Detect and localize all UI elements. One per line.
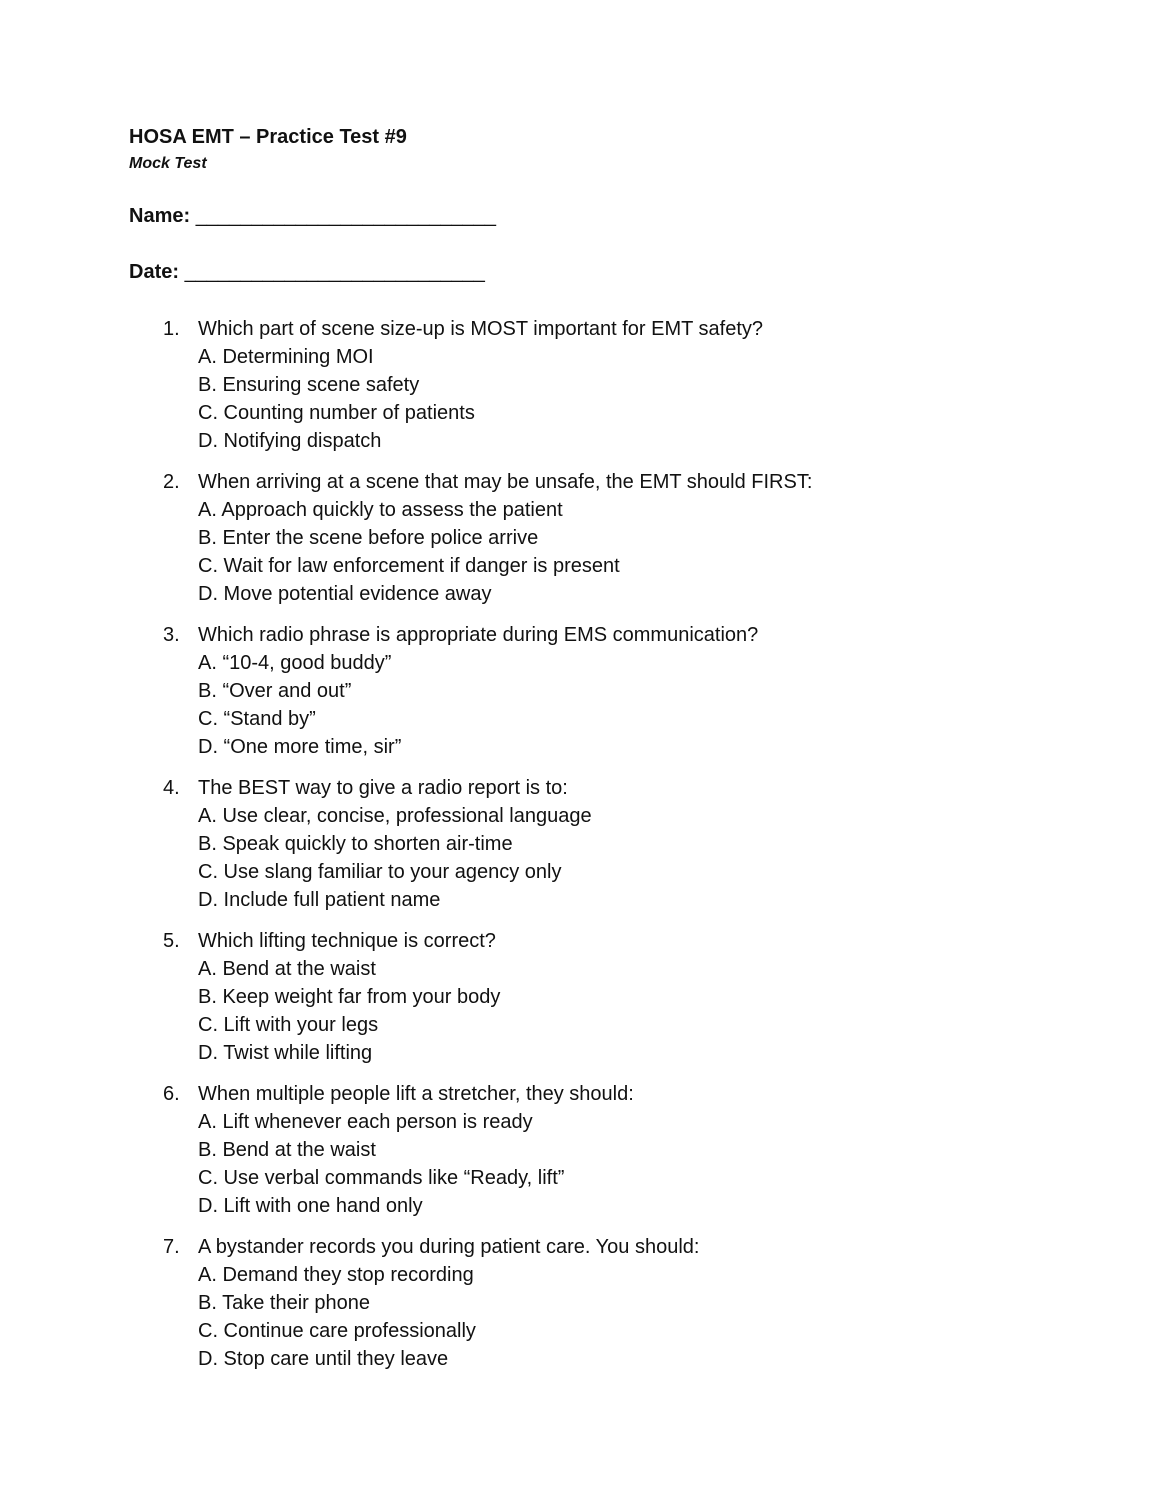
question-number: 4.: [163, 777, 180, 799]
answer-option-d: D. Lift with one hand only: [198, 1195, 423, 1217]
answer-option-b: B. Enter the scene before police arrive: [198, 527, 539, 549]
question-7: [0, 1233, 1157, 1373]
answer-option-c: C. Counting number of patients: [198, 402, 475, 424]
question-text: A bystander records you during patient care. You should:: [198, 1236, 700, 1258]
answer-option-b: B. “Over and out”: [198, 680, 352, 702]
document-subtitle: Mock Test: [129, 155, 207, 172]
question-number: 2.: [163, 471, 180, 493]
question-text: Which radio phrase is appropriate during EMS communication?: [198, 624, 759, 646]
date-label: Date:: [129, 261, 180, 283]
question-text: When arriving at a scene that may be unsafe, the EMT should FIRST:: [198, 471, 813, 493]
name-blank-line: ___________________________: [195, 205, 497, 227]
answer-option-a: A. “10-4, good buddy”: [198, 652, 392, 674]
answer-option-c: C. Lift with your legs: [198, 1014, 379, 1036]
question-1: [0, 315, 1157, 455]
answer-options: [0, 1261, 1157, 1373]
answer-option-c: C. Use verbal commands like “Ready, lift”: [198, 1167, 565, 1189]
question-text: The BEST way to give a radio report is to:: [198, 777, 568, 799]
question-text: When multiple people lift a stretcher, they should:: [198, 1083, 634, 1105]
answer-option-d: D. “One more time, sir”: [198, 736, 402, 758]
question-text: Which lifting technique is correct?: [198, 930, 496, 952]
answer-option-c: C. “Stand by”: [198, 708, 316, 730]
answer-option-b: B. Keep weight far from your body: [198, 986, 501, 1008]
answer-option-d: D. Move potential evidence away: [198, 583, 492, 605]
name-field: [129, 203, 496, 229]
question-number: 1.: [163, 318, 180, 340]
answer-option-b: B. Bend at the waist: [198, 1139, 376, 1161]
question-6: [0, 1080, 1157, 1220]
question-5: [0, 927, 1157, 1067]
answer-option-a: A. Use clear, concise, professional language: [198, 805, 592, 827]
question-3: [0, 621, 1157, 761]
answer-option-d: D. Notifying dispatch: [198, 430, 382, 452]
document-title: HOSA EMT – Practice Test #9: [129, 126, 407, 148]
answer-options: [0, 343, 1157, 455]
answer-option-b: B. Speak quickly to shorten air-time: [198, 833, 513, 855]
answer-option-b: B. Take their phone: [198, 1292, 370, 1314]
name-label: Name:: [129, 205, 191, 227]
question-number: 6.: [163, 1083, 180, 1105]
date-blank-line: ___________________________: [184, 261, 485, 283]
answer-option-d: D. Stop care until they leave: [198, 1348, 449, 1370]
answer-option-a: A. Determining MOI: [198, 346, 374, 368]
answer-option-c: C. Wait for law enforcement if danger is present: [198, 555, 620, 577]
question-2: [0, 468, 1157, 608]
question-number: 7.: [163, 1236, 180, 1258]
answer-options: [0, 802, 1157, 914]
answer-options: [0, 649, 1157, 761]
answer-option-d: D. Include full patient name: [198, 889, 441, 911]
answer-option-d: D. Twist while lifting: [198, 1042, 373, 1064]
answer-options: [0, 496, 1157, 608]
question-4: [0, 774, 1157, 914]
question-text: Which part of scene size-up is MOST important for EMT safety?: [198, 318, 764, 340]
answer-option-a: A. Bend at the waist: [198, 958, 376, 980]
question-list: [0, 315, 1157, 1386]
answer-options: [0, 955, 1157, 1067]
question-number: 5.: [163, 930, 180, 952]
question-number: 3.: [163, 624, 180, 646]
answer-option-a: A. Approach quickly to assess the patient: [198, 499, 563, 521]
answer-option-b: B. Ensuring scene safety: [198, 374, 420, 396]
answer-option-c: C. Use slang familiar to your agency only: [198, 861, 562, 883]
answer-option-a: A. Demand they stop recording: [198, 1264, 474, 1286]
answer-option-c: C. Continue care professionally: [198, 1320, 476, 1342]
answer-options: [0, 1108, 1157, 1220]
answer-option-a: A. Lift whenever each person is ready: [198, 1111, 533, 1133]
date-field: [129, 259, 485, 285]
